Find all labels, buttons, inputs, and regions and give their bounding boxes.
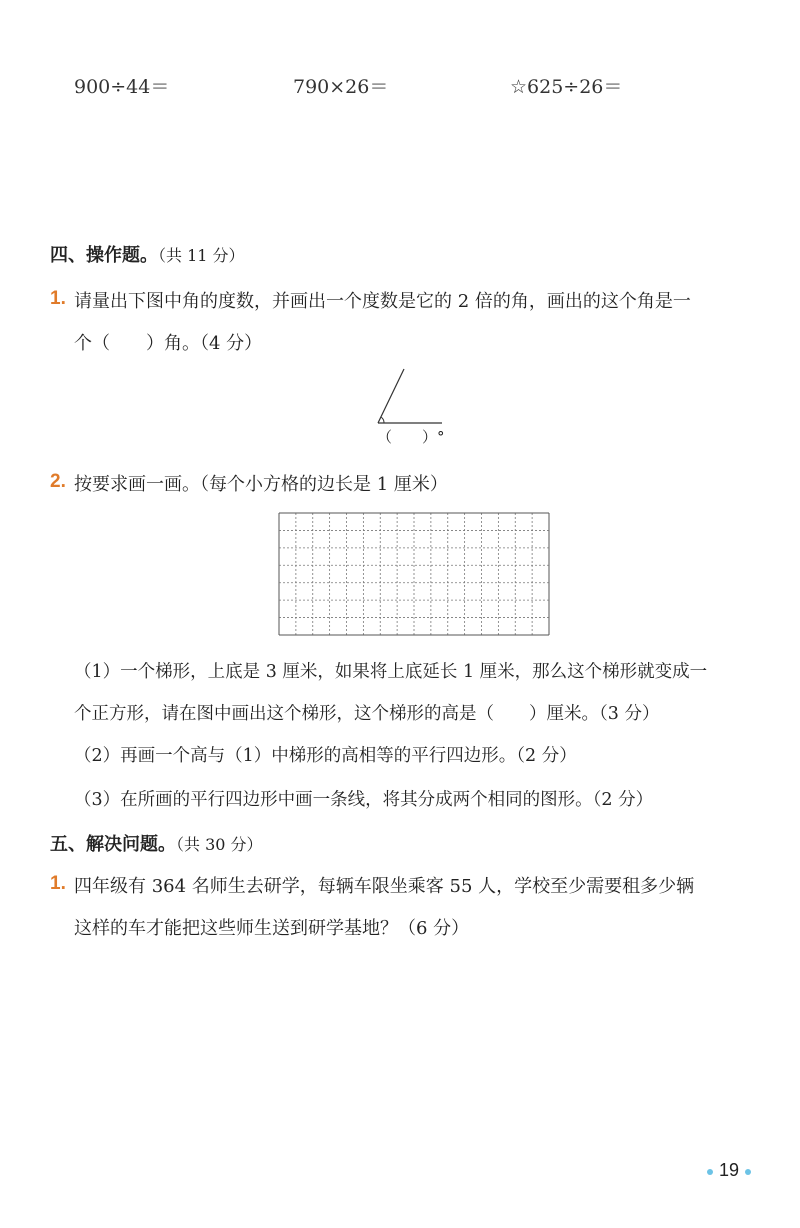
page-dot-right: [745, 1169, 751, 1175]
q4-2-number: 2.: [50, 471, 66, 492]
angle-ray-1: [378, 369, 404, 423]
page-dot-left: [707, 1169, 713, 1175]
q4-2-sub1-line2: 个正方形，请在图中画出这个梯形，这个梯形的高是（ ）厘米。（3 分）: [74, 704, 660, 724]
section-4-heading: [50, 241, 245, 267]
angle-measure-blank: （ ）°: [377, 428, 445, 446]
drawing-grid[interactable]: [278, 512, 550, 636]
angle-figure: [370, 365, 450, 429]
q5-1-number: 1.: [50, 873, 66, 894]
page-number: 19: [719, 1160, 740, 1180]
calc-item-2: 790×26＝: [293, 76, 389, 98]
section-4-score: （共 11 分）: [158, 246, 245, 265]
calc-item-3: ☆625÷26＝: [510, 76, 623, 98]
q4-2-sub2: （2）再画一个高与（1）中梯形的高相等的平行四边形。（2 分）: [74, 746, 577, 766]
q5-1-line2: 这样的车才能把这些师生送到研学基地？（6 分）: [74, 918, 470, 939]
q4-1-number: 1.: [50, 288, 66, 309]
q4-1-line2: 个（ ）角。（4 分）: [74, 333, 263, 354]
q4-2-sub3: （3）在所画的平行四边形中画一条线，将其分成两个相同的图形。（2 分）: [74, 790, 654, 810]
section-5-score: （共 30 分）: [176, 835, 263, 854]
section-4-title: 四、操作题。: [50, 245, 158, 266]
section-5-heading: [50, 830, 263, 856]
q4-2-sub1-line1: （1）一个梯形，上底是 3 厘米，如果将上底延长 1 厘米，那么这个梯形就变成一: [74, 662, 708, 682]
q5-1-line1: 四年级有 364 名师生去研学，每辆车限坐乘客 55 人，学校至少需要租多少辆: [74, 876, 695, 897]
section-5-title: 五、解决问题。: [50, 834, 176, 855]
q4-2-text: 按要求画一画。（每个小方格的边长是 1 厘米）: [74, 474, 448, 495]
calc-item-1: 900÷44＝: [74, 76, 170, 98]
q4-1-line1: 请量出下图中角的度数，并画出一个度数是它的 2 倍的角，画出的这个角是一: [74, 291, 691, 312]
angle-arc: [381, 417, 384, 423]
